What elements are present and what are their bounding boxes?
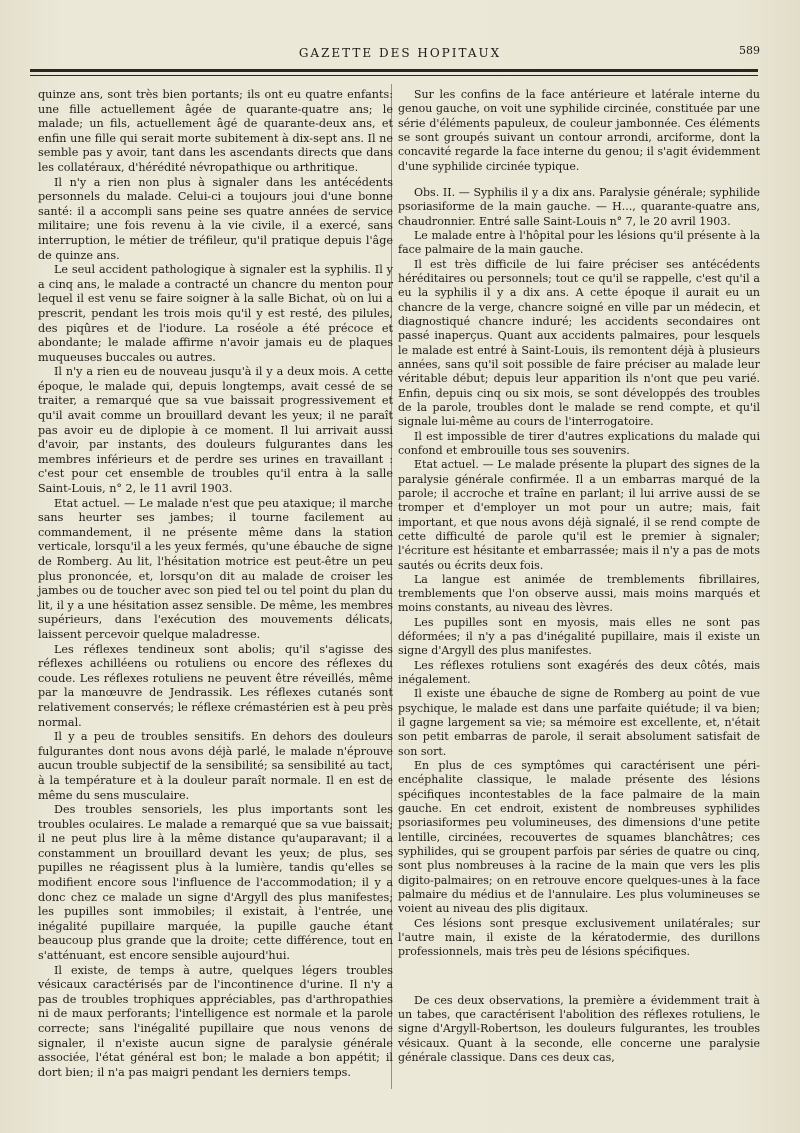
paragraph: Il y a peu de troubles sensitifs. En dehors des douleurs fulgurantes dont nous avons déjà parlé, le malade n'éprouve aucun trouble subjectif de la sensibilité; sa sensibilité au tact, à la température et à la douleur paraît normale. Il en est de même du sens musculaire. [38,730,393,802]
paragraph: Il est impossible de tirer d'autres explications du malade qui confond et embrouille tous ses souvenirs. [398,429,760,457]
paragraph: Des troubles sensoriels, les plus importants sont les troubles oculaires. Le malade a remarqué que sa vue baissait; il ne peut plus lire à la même distance qu'auparavant; il a constamment un brouillard devant les yeux; de plus, ses pupilles ne réagissent plus à la lumière, tandis qu'elles se modifient encore sous l'influence de l'accommodation; il y a donc chez ce malade un signe d'Argyll des plus manifestes; les pupilles sont immobiles; il existait, à l'entrée, une inégalité pupillaire marquée, la pupille gauche étant beaucoup plus grande que la droite; cette différence, tout en s'atténuant, est encore sensible aujourd'hui. [38,803,393,963]
paragraph: Sur les confins de la face antérieure et latérale interne du genou gauche, on voit une syphilide circinée, constituée par une série d'éléments papuleux, de couleur jambonnée. Ces éléments se sont groupés suivant un contour arrondi, arciforme, dont la concavité regarde la face interne du genou; il s'agit évidemment d'une syphilide circinée typique. [398,88,760,173]
paragraph: Les réflexes rotuliens sont exagérés des deux côtés, mais inégalement. [398,658,760,687]
journal-title: GAZETTE DES HOPITAUX [298,46,502,60]
paragraph: La langue est animée de tremblements fibrillaires, tremblements que l'on observe aussi, mais moins marqués et moins constants, au niveau des lèvres. [398,572,760,615]
paragraph: Etat actuel. — Le malade présente la plupart des signes de la paralysie générale confirmée. Il a un embarras marqué de la parole; il accroche et traîne en parlant; il lui arrive aussi de se tromper et d'employer un mot pour un autre; mais, fait important, et que nous avons déjà signalé, il se rend compte de cette difficulté de parole qu'il est le premier à signaler; l'écriture est hésitante et embarrassée; mais il n'y a pas de mots sautés ou écrits deux fois. [398,458,760,572]
page-number: 589 [739,44,760,57]
paragraph: En plus de ces symptômes qui caractérisent une péri-encéphalite classique, le malade présente des lésions spécifiques incontestables de la face palmaire de la main gauche. En cet endroit, existent de nombreuses syphilides psoriasiformes peu volumineuses, des dimensions d'une petite lentille, circinées, recouvertes de squames blanchâtres; ces syphilides, qui se groupent parfois par séries de quatre ou cinq, sont plus nombreuses à la racine de la main que vers les plis digito-palmaires; on en retrouve encore quelques-unes à la face palmaire du médius et de l'annulaire. Les plus volumineuses se voient au niveau des plis digitaux. [398,759,760,916]
paragraph: Les pupilles sont en myosis, mais elles ne sont pas déformées; il n'y a pas d'inégalité pupillaire, mais il existe un signe d'Argyll des plus manifestes. [398,615,760,658]
conclusion-paragraph: De ces deux observations, la première a évidemment trait à un tabes, que caractérisent l'abolition des réflexes rotuliens, le signe d'Argyll-Robertson, les douleurs fulgurantes, les troubles vésicaux. Quant à la seconde, elle concerne une paralysie générale classique. Dans ces deux cas, [398,993,760,1064]
paragraph: Les réflexes tendineux sont abolis; qu'il s'agisse des réflexes achilléens ou rotuliens ou encore des réflexes du coude. Les réflexes rotuliens ne peuvent être réveillés, même par la manœuvre de Jendrassik. Les réflexes cutanés sont relativement conservés; le réflexe crémastérien est à peu près normal. [38,642,393,729]
paragraph: quinze ans, sont très bien portants; ils ont eu quatre enfants: une fille actuellement âgée de quarante-quatre ans; le malade; un fils, actuellement âgé de quarante-deux ans, et enfin une fille qui serait morte subitement à dix-sept ans. Il ne semble pas y avoir, tant dans les ascendants directs que dans les collatéraux, d'hérédité névropathique ou arthritique. [38,88,393,174]
paragraph: Il n'y a rien non plus à signaler dans les antécédents personnels du malade. Celui-ci a toujours joui d'une bonne santé: il a accompli sans peine ses quatre années de service militaire; une fois revenu à la vie civile, il a exercé, sans interruption, le métier de tréfileur, qu'il pratique depuis l'âge de quinze ans. [38,175,393,262]
header-rule-thick [30,69,758,72]
page-header [30,44,770,64]
observation-heading: Obs. II. — Syphilis il y a dix ans. Paralysie générale; syphilide psoriasiforme de la main gauche. — H..., quarante-quatre ans, chaudronnier. Entré salle Saint-Louis n° 7, le 20 avril 1903. [398,185,760,228]
paragraph: Ces lésions sont presque exclusivement unilatérales; sur l'autre main, il existe de la kératodermie, des durillons professionnels, mais très peu de lésions spécifiques. [398,916,760,959]
header-rule-thin [30,75,758,76]
paragraph: Il existe une ébauche de signe de Romberg au point de vue psychique, le malade est dans une parfaite quiétude; il va bien; il gagne largement sa vie; sa mémoire est excellente, et, n'était son petit embarras de parole, il serait absolument satisfait de son sort. [398,687,760,758]
paragraph: Etat actuel. — Le malade n'est que peu ataxique; il marche sans heurter ses jambes; il tourne facilement au commandement, il ne présente même dans la station verticale, lorsqu'il a les yeux fermés, qu'une ébauche de signe de Romberg. Au lit, l'hésitation motrice est peut-être un peu plus prononcée, et, lorsqu'on dit au malade de croiser les jambes ou de toucher avec son pied tel ou tel point du plan du lit, il y a une hésitation assez sensible. De même, les membres supérieurs, dans l'exécution des mouvements délicats, laissent percevoir quelque maladresse. [38,496,393,641]
right-column [398,88,760,1065]
left-column [38,88,393,1080]
paragraph: Le seul accident pathologique à signaler est la syphilis. Il y a cinq ans, le malade a contracté un chancre du menton pour lequel il est venu se faire soigner à la salle Bichat, où on lui a prescrit, pendant les trois mois qu'il y est resté, des pilules, des piqûres et de l'iodure. La roséole a été précoce et abondante; le malade affirme n'avoir jamais eu de plaques muqueuses buccales ou autres. [38,263,393,364]
paragraph: Il existe, de temps à autre, quelques légers troubles vésicaux caractérisés par de l'incontinence d'urine. Il n'y a pas de troubles trophiques appréciables, pas d'arthropathies ni de maux perforants; l'intelligence est normale et la parole correcte; sans l'inégalité pupillaire que nous venons de signaler, il n'existe aucun signe de paralysie générale associée, l'état général est bon; le malade a bon appétit; il dort bien; il n'a pas maigri pendant les derniers temps. [38,963,393,1079]
paragraph: Le malade entre à l'hôpital pour les lésions qu'il présente à la face palmaire de la main gauche. [398,228,760,257]
paragraph: Il n'y a rien eu de nouveau jusqu'à il y a deux mois. A cette époque, le malade qui, depuis longtemps, avait cessé de se traiter, a remarqué que sa vue baissait progressivement et qu'il avait comme un brouillard devant les yeux; il ne paraît pas avoir eu de diplopie à ce moment. Il lui arrivait aussi d'avoir, par instants, des douleurs fulgurantes dans les membres inférieurs et de perdre ses urines en travaillant : c'est pour cet ensemble de troubles qu'il entra à la salle Saint-Louis, n° 2, le 11 avril 1903. [38,365,393,496]
paragraph: Il est très difficile de lui faire préciser ses antécédents héréditaires ou personnels; tout ce qu'il se rappelle, c'est qu'il a eu la syphilis il y a dix ans. A cette époque il aurait eu un chancre de la verge, chancre soigné en ville par un médecin, et diagnostiqué chancre induré; les accidents secondaires ont passé inaperçus. Quant aux accidents palmaires, pour lesquels le malade est entré à Saint-Louis, ils remontent déjà à plusieurs années, sans qu'il soit possible de faire préciser au malade leur véritable début; depuis leur apparition ils n'ont que peu varié. Enfin, depuis cinq ou six mois, se sont développés des troubles de la parole, troubles dont le malade se rend compte, et qu'il signale lui-même au cours de l'interrogatoire. [398,257,760,429]
